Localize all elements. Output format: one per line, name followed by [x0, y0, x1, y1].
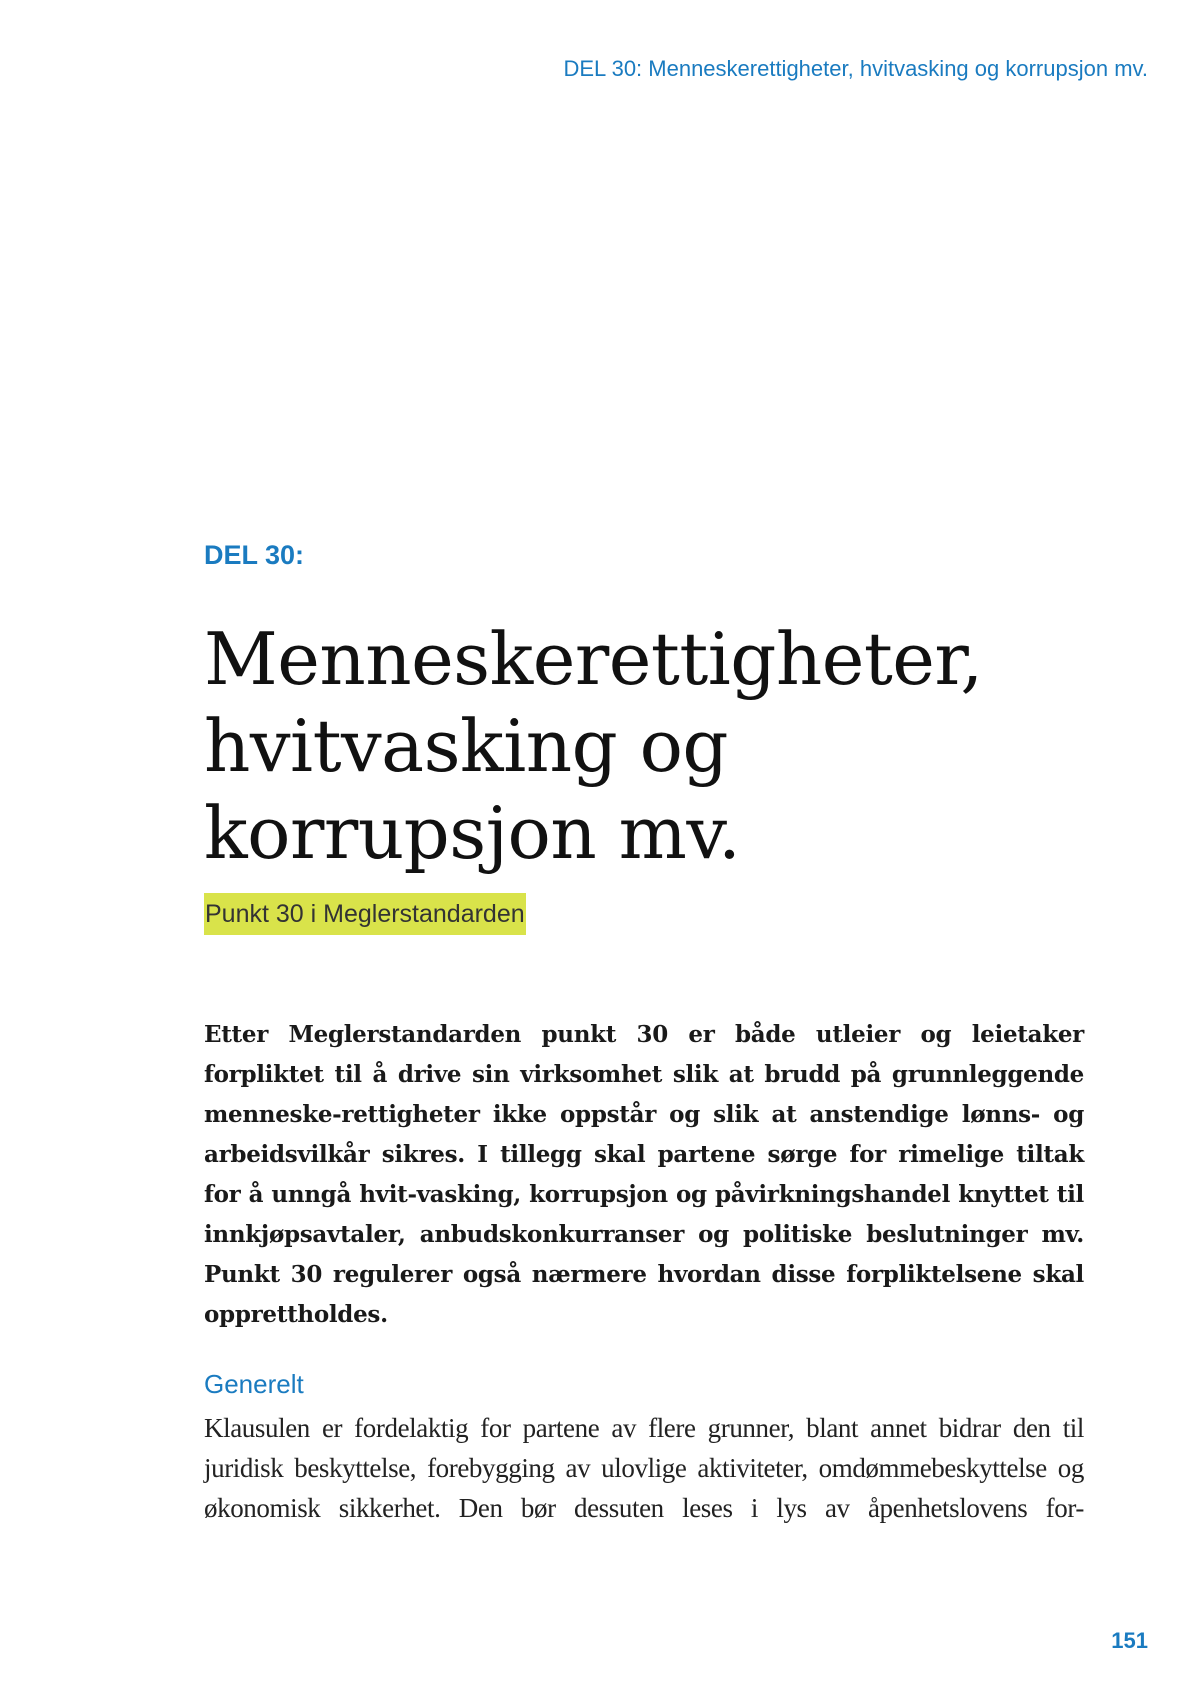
page-number: 151 — [1111, 1628, 1148, 1653]
highlighted-subtitle: Punkt 30 i Meglerstandarden — [204, 893, 526, 935]
chapter-label: DEL 30: — [204, 540, 305, 570]
chapter-title-line: hvitvasking og — [204, 704, 728, 788]
section-heading: Generelt — [204, 1369, 304, 1399]
body-paragraph: Klausulen er fordelaktig for partene av flere grunner, blant annet bidrar den til juridisk beskyttelse, forebygging av ulovlige aktiviteter, omdømmebeskyttelse og økonomisk sikkerhet. Den bør dessuten leses i lys av åpenhetslovens for- — [204, 1413, 1084, 1523]
chapter-title-line: Menneskerettigheter, — [204, 617, 983, 701]
chapter-content — [204, 540, 1084, 1555]
subtitle-wrap — [204, 893, 1084, 935]
running-header: DEL 30: Menneskerettigheter, hvitvasking og korrupsjon mv. — [563, 56, 1148, 81]
chapter-title-line: korrupsjon mv. — [204, 791, 741, 875]
chapter-title — [204, 616, 1084, 877]
intro-paragraph: Etter Meglerstandarden punkt 30 er både utleier og leietaker forpliktet til å drive sin virksomhet slik at brudd på grunnleggende menneske-rettigheter ikke oppstår og slik at anstendige lønns- og arbeidsvilkår sikres. I tillegg skal partene sørge for rimelige tiltak for å unngå hvit-vasking, korrupsjon og påvirkningshandel knyttet til innkjøpsavtaler, anbudskonkurranser og politiske beslutninger mv. Punkt 30 regulerer også nærmere hvordan disse forpliktelsene skal opprettholdes. — [204, 1021, 1084, 1328]
